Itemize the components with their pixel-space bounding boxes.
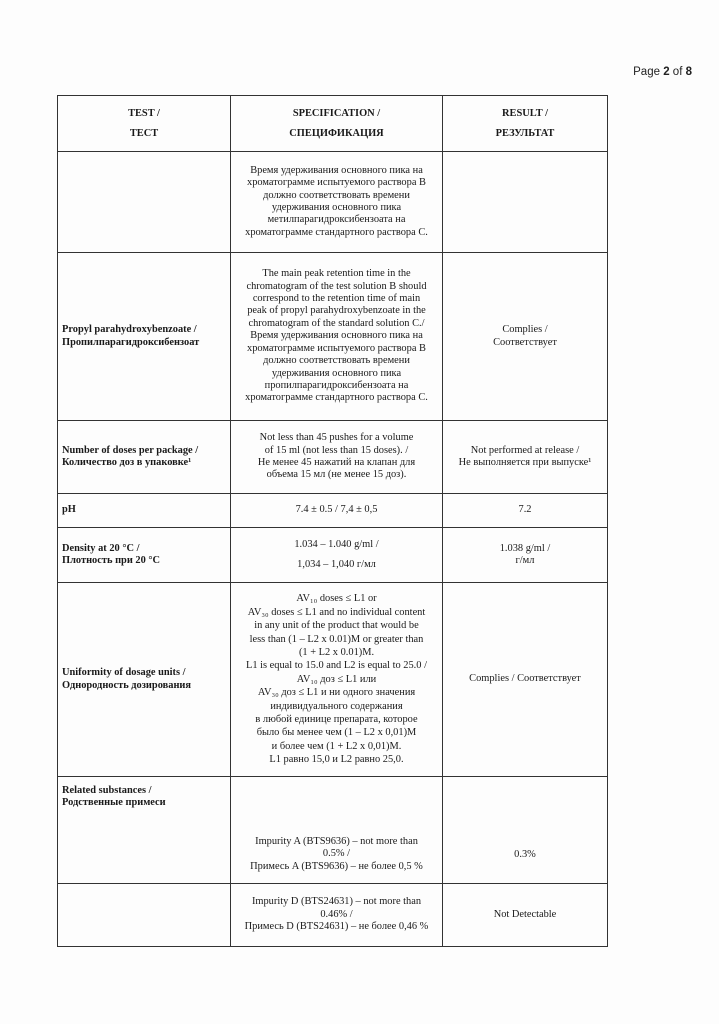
spec-cell: AV₁₀ doses ≤ L1 or AV₃₀ doses ≤ L1 and no individual content in any unit of the product that would be less than (1 – L2 x 0.01)M or greater than (1 + L2 x 0.01)M. L1 is equal to 15.0 and L2 is equal to 25.0 / AV₁₀ доз ≤ L1 или AV₃₀ доз ≤ L1 и ни одного значения индивидуального содержания в любой единице препарата, которое было бы менее чем (1 – L2 x 0,01)M и более чем (1 + L2 x 0,01)M. L1 равно 15,0 и L2 равно 25,0.: [231, 583, 443, 777]
spec-cell: The main peak retention time in the chromatogram of the test solution B should correspond to the retention time of main peak of propyl parahydroxybenzoate in the chromatogram of the standard solution C./ Время удерживания основного пика на хроматограмме испытуемого раствора В должно соответствовать времени удерживания основного пика пропилпарагидроксибензоата на хроматограмме стандартного раствора С.: [231, 253, 443, 421]
spec-cell: Not less than 45 pushes for a volume of 15 ml (not less than 15 doses). / Не менее 45 нажатий на клапан для объема 15 мл (не менее 15 доз).: [231, 421, 443, 494]
test-cell: Number of doses per package / Количество доз в упаковке¹: [58, 421, 231, 494]
table-row: [58, 583, 608, 777]
test-cell: [58, 884, 231, 947]
header-specification: SPECIFICATION / СПЕЦИФИКАЦИЯ: [231, 96, 443, 152]
test-cell: Uniformity of dosage units / Однородность дозирования: [58, 583, 231, 777]
header-result: RESULT / РЕЗУЛЬТАТ: [443, 96, 608, 152]
test-cell: pH: [58, 494, 231, 528]
spec-cell: Impurity A (BTS9636) – not more than 0.5% / Примесь A (BTS9636) – не более 0,5 %: [231, 777, 443, 884]
page-number: [633, 66, 692, 78]
result-cell: 0.3%: [443, 777, 608, 884]
table-row: [58, 152, 608, 253]
spec-cell: 7.4 ± 0.5 / 7,4 ± 0,5: [231, 494, 443, 528]
test-results-table: [57, 95, 608, 947]
page-total: 8: [685, 66, 692, 78]
table-header: [58, 96, 608, 152]
page-of: of: [672, 66, 683, 78]
table-row: [58, 421, 608, 494]
result-cell: Complies / Соответствует: [443, 253, 608, 421]
spec-cell: 1.034 – 1.040 g/ml / 1,034 – 1,040 г/мл: [231, 528, 443, 583]
table-row: [58, 253, 608, 421]
spec-cell: Время удерживания основного пика на хроматограмме испытуемого раствора В должно соответствовать времени удерживания основного пика метилпарагидроксибензоата на хроматограмме стандартного раствора С.: [231, 152, 443, 253]
table-row: [58, 884, 608, 947]
test-cell: Propyl parahydroxybenzoate / Пропилпарагидроксибензоат: [58, 253, 231, 421]
result-cell: 7.2: [443, 494, 608, 528]
result-cell: Not performed at release / Не выполняется при выпуске¹: [443, 421, 608, 494]
page-label: Page: [633, 66, 660, 78]
result-cell: 1.038 g/ml / г/мл: [443, 528, 608, 583]
test-cell: [58, 152, 231, 253]
test-cell: Related substances / Родственные примеси: [58, 777, 231, 884]
page-current: 2: [663, 66, 670, 78]
table-row: [58, 528, 608, 583]
table-row: [58, 494, 608, 528]
header-test: TEST / ТЕСТ: [58, 96, 231, 152]
table-row: [58, 777, 608, 884]
result-cell: [443, 152, 608, 253]
spec-cell: Impurity D (BTS24631) – not more than 0.46% / Примесь D (BTS24631) – не более 0,46 %: [231, 884, 443, 947]
result-cell: Complies / Соответствует: [443, 583, 608, 777]
test-cell: Density at 20 °C / Плотность при 20 °C: [58, 528, 231, 583]
result-cell: Not Detectable: [443, 884, 608, 947]
